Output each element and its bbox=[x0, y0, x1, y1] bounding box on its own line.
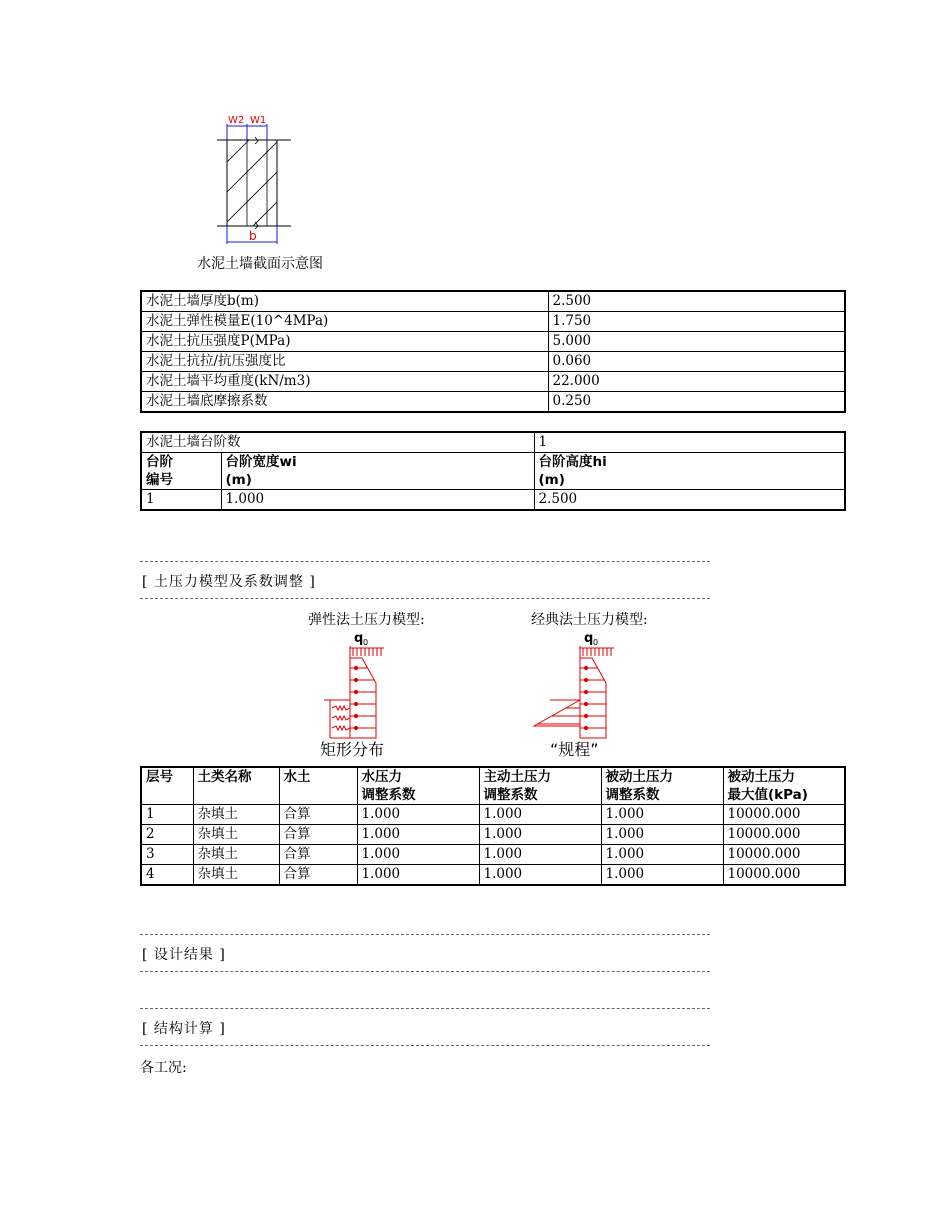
layer-cell: 杂填土 bbox=[193, 845, 279, 865]
q0-sub-1: 0 bbox=[363, 638, 369, 647]
layer-cell: 3 bbox=[141, 845, 193, 865]
layer-row bbox=[141, 805, 845, 825]
steps-header-cell: 台阶 编号 bbox=[141, 453, 221, 490]
structure-calc-title: [ 结构计算 ] bbox=[142, 1021, 226, 1037]
layer-cell: 10000.000 bbox=[723, 845, 845, 865]
classic-model-diagram bbox=[530, 628, 640, 760]
layers-header-cell: 水压力 调整系数 bbox=[357, 767, 479, 805]
wall-param-label: 水泥土墙厚度b(m) bbox=[141, 291, 548, 312]
layers-header-cell: 被动土压力 最大值(kPa) bbox=[723, 767, 845, 805]
wall-param-row bbox=[141, 352, 845, 372]
classic-model-caption: “规程” bbox=[550, 740, 599, 759]
steps-row bbox=[141, 490, 845, 511]
steps-table bbox=[140, 431, 846, 511]
wall-param-value: 1.750 bbox=[548, 312, 845, 332]
wall-param-label: 水泥土抗拉/抗压强度比 bbox=[141, 352, 548, 372]
wall-section-caption: 水泥土墙截面示意图 bbox=[197, 256, 323, 272]
steps-cell: 1 bbox=[141, 490, 221, 511]
layer-row bbox=[141, 865, 845, 886]
wall-param-label: 水泥土弹性模量E(10^4MPa) bbox=[141, 312, 548, 332]
steps-header-row bbox=[141, 453, 845, 490]
layer-cell: 1.000 bbox=[479, 865, 601, 886]
layer-cell: 合算 bbox=[279, 845, 357, 865]
wall-param-value: 2.500 bbox=[548, 291, 845, 312]
steps-cell: 2.500 bbox=[534, 490, 845, 511]
layer-cell: 1 bbox=[141, 805, 193, 825]
wall-param-value: 0.250 bbox=[548, 392, 845, 413]
layers-header-cell: 主动土压力 调整系数 bbox=[479, 767, 601, 805]
q0-label-1: q bbox=[354, 631, 364, 646]
layer-cell: 2 bbox=[141, 825, 193, 845]
layers-header-cell: 层号 bbox=[141, 767, 193, 805]
layers-header-cell: 水土 bbox=[279, 767, 357, 805]
layer-cell: 1.000 bbox=[601, 865, 723, 886]
design-result-title: [ 设计结果 ] bbox=[142, 947, 226, 963]
layer-cell: 4 bbox=[141, 865, 193, 886]
layer-cell: 10000.000 bbox=[723, 825, 845, 845]
steps-header-cell: 台阶高度hi (m) bbox=[534, 453, 845, 490]
layer-cell: 10000.000 bbox=[723, 805, 845, 825]
layer-cell: 杂填土 bbox=[193, 865, 279, 886]
steps-cell: 1.000 bbox=[221, 490, 534, 511]
soil-layers-table bbox=[140, 766, 846, 886]
elastic-model-title: 弹性法土压力模型: bbox=[308, 612, 425, 628]
steps-header-cell: 台阶宽度wi (m) bbox=[221, 453, 534, 490]
elastic-model-caption: 矩形分布 bbox=[320, 740, 385, 759]
classic-model-title: 经典法土压力模型: bbox=[531, 612, 648, 628]
wall-param-value: 5.000 bbox=[548, 332, 845, 352]
layers-header-cell: 土类名称 bbox=[193, 767, 279, 805]
layer-cell: 合算 bbox=[279, 805, 357, 825]
layer-cell: 1.000 bbox=[479, 845, 601, 865]
layer-cell: 1.000 bbox=[357, 825, 479, 845]
steps-count-row bbox=[141, 432, 845, 453]
wall-param-row bbox=[141, 332, 845, 352]
wall-param-value: 0.060 bbox=[548, 352, 845, 372]
layer-cell: 1.000 bbox=[601, 805, 723, 825]
wall-param-label: 水泥土抗压强度P(MPa) bbox=[141, 332, 548, 352]
wall-param-label: 水泥土墙底摩擦系数 bbox=[141, 392, 548, 413]
w1-label: W1 bbox=[250, 115, 267, 126]
wall-param-row bbox=[141, 392, 845, 413]
layer-cell: 合算 bbox=[279, 865, 357, 886]
layer-cell: 1.000 bbox=[357, 805, 479, 825]
layer-cell: 合算 bbox=[279, 825, 357, 845]
wall-params-table bbox=[140, 290, 846, 413]
b-label: b bbox=[249, 229, 257, 243]
layer-cell: 杂填土 bbox=[193, 825, 279, 845]
wall-section-diagram bbox=[215, 112, 295, 252]
steps-count-value: 1 bbox=[534, 432, 845, 453]
q0-label-2: q bbox=[584, 631, 594, 646]
layer-cell: 1.000 bbox=[357, 865, 479, 886]
wall-param-row bbox=[141, 312, 845, 332]
earth-pressure-section-title: [ 土压力模型及系数调整 ] bbox=[142, 574, 316, 590]
wall-param-row bbox=[141, 291, 845, 312]
layer-cell: 10000.000 bbox=[723, 865, 845, 886]
layer-row bbox=[141, 825, 845, 845]
elastic-model-diagram bbox=[320, 628, 410, 760]
layer-cell: 杂填土 bbox=[193, 805, 279, 825]
layer-cell: 1.000 bbox=[479, 805, 601, 825]
layer-row bbox=[141, 845, 845, 865]
structure-calc-subtitle: 各工况: bbox=[140, 1060, 187, 1076]
wall-param-value: 22.000 bbox=[548, 372, 845, 392]
w2-label: W2 bbox=[228, 115, 245, 126]
layers-header-cell: 被动土压力 调整系数 bbox=[601, 767, 723, 805]
layer-cell: 1.000 bbox=[601, 845, 723, 865]
q0-sub-2: 0 bbox=[593, 638, 599, 647]
layer-cell: 1.000 bbox=[479, 825, 601, 845]
wall-param-row bbox=[141, 372, 845, 392]
layers-header-row bbox=[141, 767, 845, 805]
steps-count-label: 水泥土墙台阶数 bbox=[141, 432, 534, 453]
wall-param-label: 水泥土墙平均重度(kN/m3) bbox=[141, 372, 548, 392]
layer-cell: 1.000 bbox=[357, 845, 479, 865]
layer-cell: 1.000 bbox=[601, 825, 723, 845]
